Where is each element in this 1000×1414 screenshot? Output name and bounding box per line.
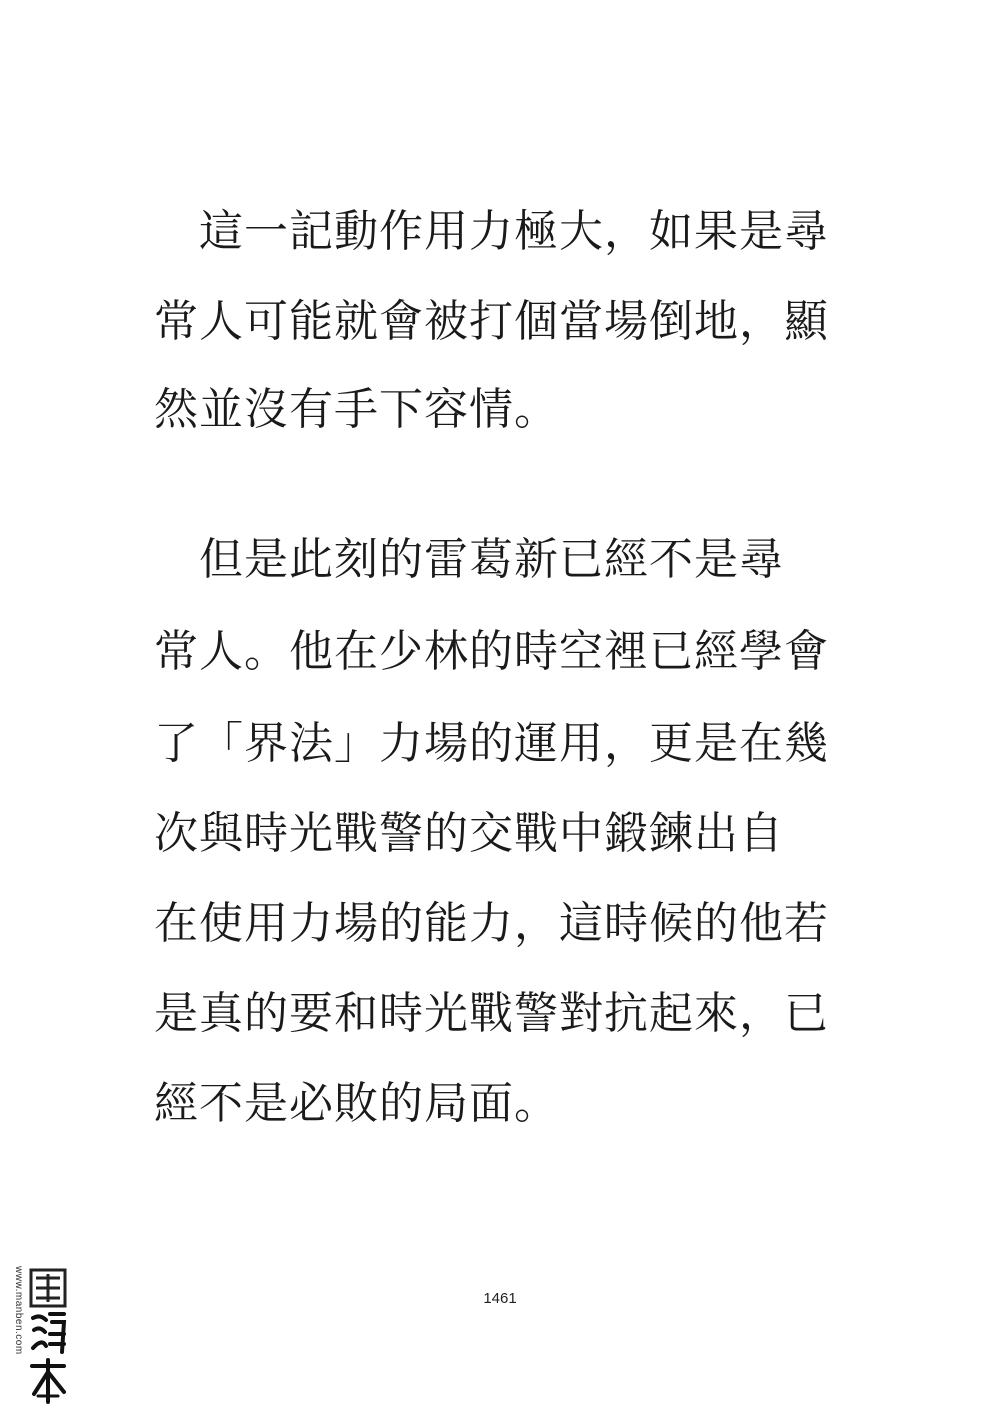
text-line: 是真的要和時光戰警對抗起來，已	[154, 988, 829, 1039]
watermark-logo-icon	[28, 1268, 68, 1406]
text-line: 經不是必敗的局面。	[154, 1078, 559, 1129]
text-line: 然並沒有手下容情。	[154, 384, 559, 435]
page-number: 1461	[483, 1290, 517, 1307]
text-line: 了「界法」力場的運用，更是在幾	[154, 718, 829, 769]
text-line: 常人。他在少林的時空裡已經學會	[154, 626, 829, 677]
watermark	[8, 1266, 70, 1408]
text-line: 在使用力場的能力，這時候的他若	[154, 898, 829, 949]
watermark-url: www.manben.com	[13, 1266, 24, 1355]
text-line: 常人可能就會被打個當場倒地，顯	[154, 296, 829, 347]
text-line: 這一記動作用力極大，如果是尋	[154, 206, 829, 257]
text-line: 但是此刻的雷葛新已經不是尋	[154, 534, 784, 585]
text-line: 次與時光戰警的交戰中鍛鍊出自	[154, 808, 784, 859]
